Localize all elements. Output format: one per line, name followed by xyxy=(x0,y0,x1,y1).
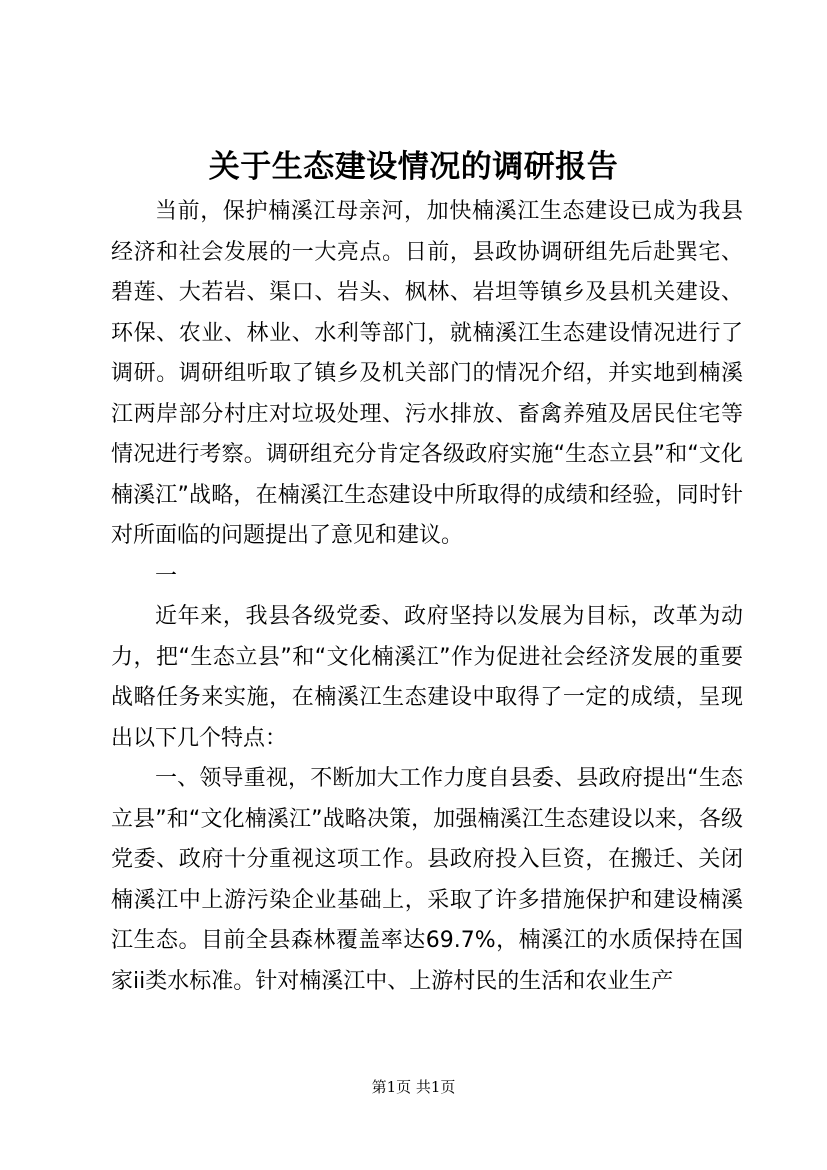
page-number-footer: 第1页 共1页 xyxy=(371,1078,456,1096)
document-title: 关于生态建设情况的调研报告 xyxy=(208,149,619,185)
document-body xyxy=(111,192,743,1002)
section-marker: 一 xyxy=(155,563,178,589)
paragraph-overview: 近年来，我县各级党委、政府坚持以发展为目标，改革为动力，把“生态立县”和“文化楠溪江”作为促进社会经济发展的重要战略任务来实施，在楠溪江生态建设中取得了一定的成绩，呈现出以下几个特点： xyxy=(111,604,743,751)
paragraph-point-one: 一、领导重视，不断加大工作力度自县委、县政府提出“生态立县”和“文化楠溪江”战略决策，加强楠溪江生态建设以来，各级党委、政府十分重视这项工作。县政府投入巨资，在搬迁、关闭楠溪江中上游污染企业基础上，采取了许多措施保护和建设楠溪江生态。目前全县森林覆盖率达69.7%，楠溪江的水质保持在国家ii类水标准。针对楠溪江中、上游村民的生活和农业生产 xyxy=(111,766,743,994)
paragraph-intro: 当前，保护楠溪江母亲河，加快楠溪江生态建设已成为我县经济和社会发展的一大亮点。日前，县政协调研组先后赴巽宅、碧莲、大若岩、渠口、岩头、枫林、岩坦等镇乡及县机关建设、环保、农业、林业、水利等部门，就楠溪江生态建设情况进行了调研。调研组听取了镇乡及机关部门的情况介绍，并实地到楠溪江两岸部分村庄对垃圾处理、污水排放、畜禽养殖及居民住宅等情况进行考察。调研组充分肯定各级政府实施“生态立县”和“文化楠溪江”战略，在楠溪江生态建设中所取得的成绩和经验，同时针对所面临的问题提出了意见和建议。 xyxy=(111,199,743,548)
